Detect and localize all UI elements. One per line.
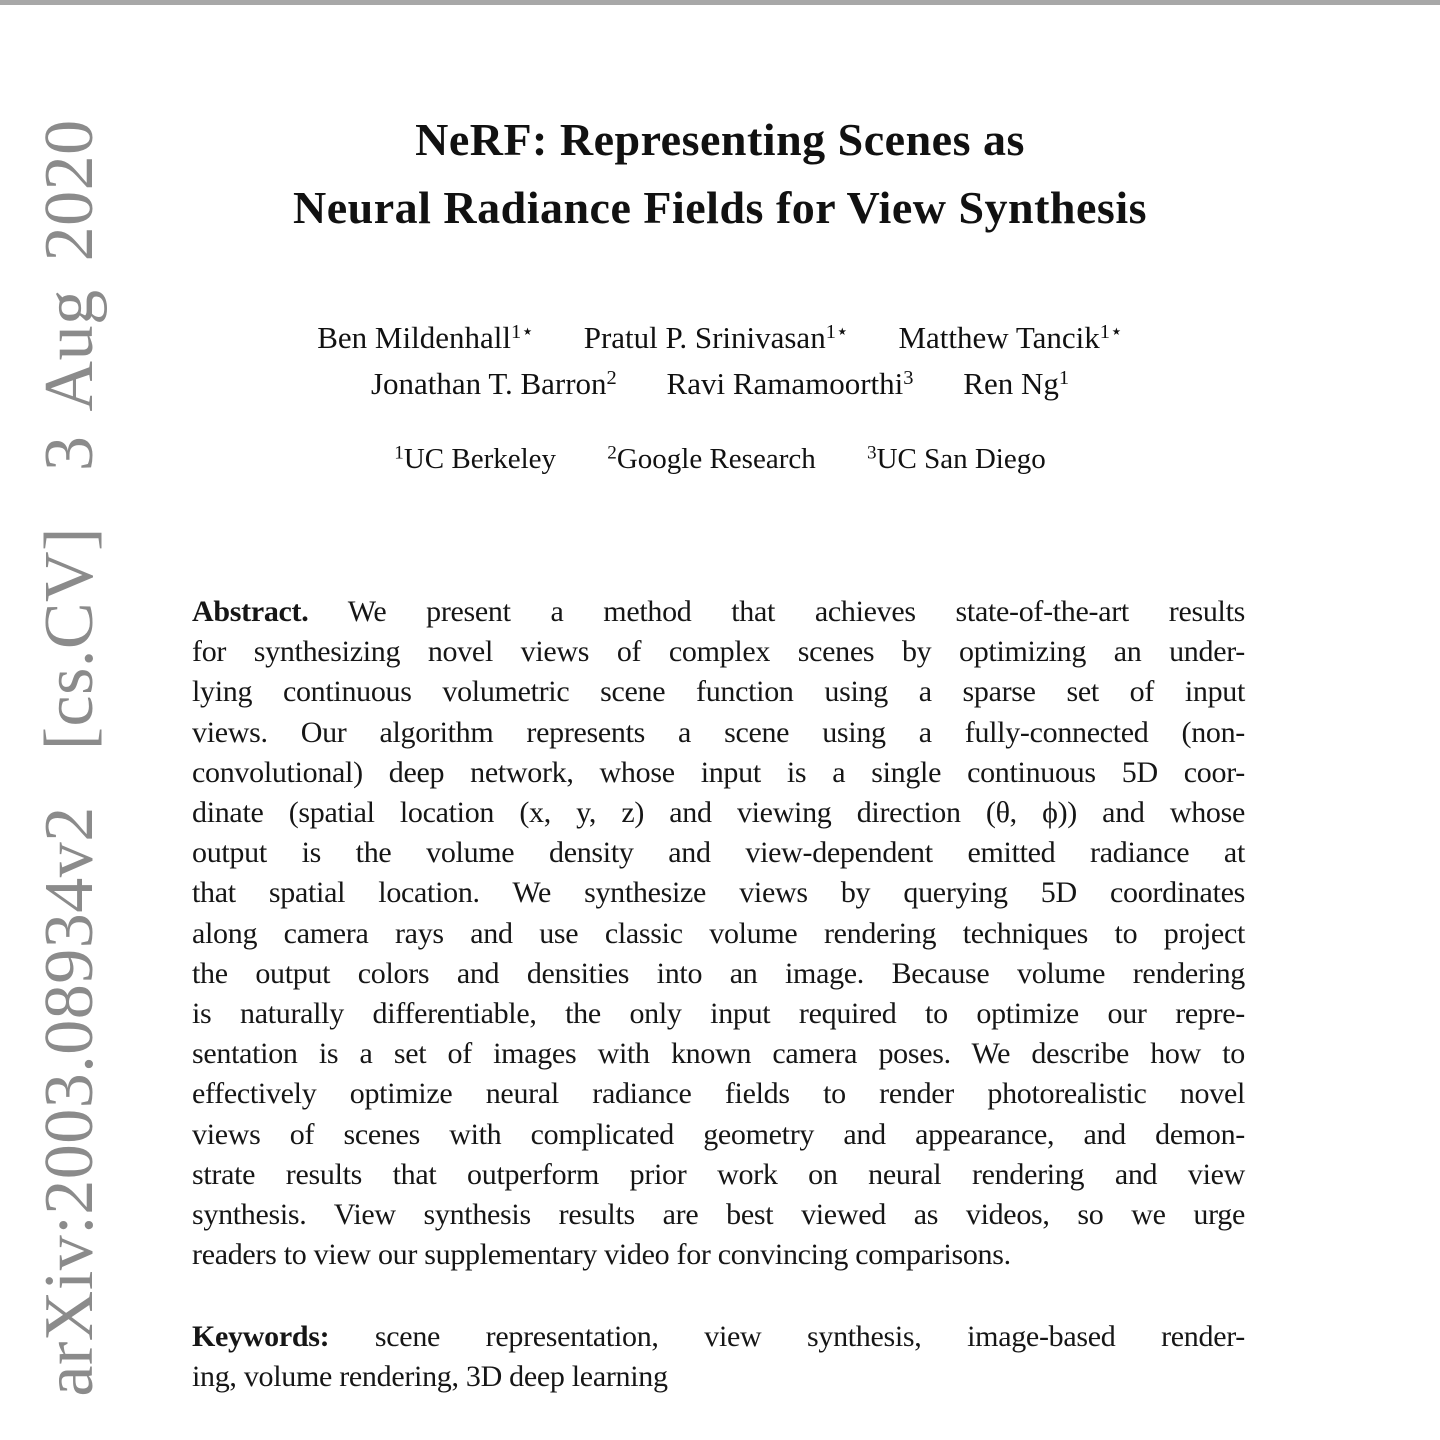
abstract-line: effectively optimize neural radiance fields to render photorealistic novel bbox=[192, 1077, 1245, 1111]
arxiv-watermark bbox=[24, 108, 116, 1408]
authors-row-2 bbox=[0, 366, 1440, 402]
author-name: Pratul P. Srinivasan bbox=[583, 320, 826, 355]
arxiv-watermark-text: arXiv:2003.08934v2 [cs.CV] 3 Aug 2020 bbox=[31, 119, 108, 1397]
paper-title-line-2: Neural Radiance Fields for View Synthesis bbox=[292, 182, 1148, 233]
abstract-line: synthesis. View synthesis results are best viewed as videos, so we urge bbox=[192, 1198, 1245, 1232]
author-name: Matthew Tancik bbox=[898, 320, 1100, 355]
affiliations-row bbox=[0, 443, 1440, 476]
abstract-line: dinate (spatial location (x, y, z) and viewing direction (θ, ϕ)) and whose bbox=[192, 796, 1245, 830]
author-ben-mildenhall bbox=[317, 320, 534, 355]
keywords-text: scene representation, view synthesis, image-based render- bbox=[374, 1320, 1245, 1353]
abstract-line: along camera rays and use classic volume rendering techniques to project bbox=[192, 916, 1245, 950]
author-affiliation-marker: 2 bbox=[606, 366, 617, 389]
affiliation-uc-berkeley bbox=[394, 443, 556, 475]
keywords-section bbox=[192, 1317, 1245, 1397]
keywords-line bbox=[192, 1317, 1245, 1357]
abstract-line: strate results that outperform prior work on neural rendering and view bbox=[192, 1157, 1245, 1191]
affiliation-uc-san-diego bbox=[867, 443, 1046, 475]
author-name: Jonathan T. Barron bbox=[370, 366, 607, 401]
abstract-text: We present a method that achieves state-of-the-art results bbox=[347, 595, 1245, 628]
affiliation-marker: 3 bbox=[867, 442, 877, 464]
author-jonathan-barron bbox=[371, 366, 617, 401]
abstract-line: views. Our algorithm represents a scene using a fully-connected (non- bbox=[192, 715, 1245, 749]
author-affiliation-marker: 3 bbox=[903, 366, 914, 389]
author-affiliation-marker: 1 bbox=[1058, 366, 1070, 389]
abstract-line bbox=[192, 592, 1245, 632]
author-affiliation-marker: 1⋆ bbox=[825, 320, 849, 343]
abstract-line: output is the volume density and view-dependent emitted radiance at bbox=[192, 836, 1245, 870]
abstract-line: the output colors and densities into an image. Because volume rendering bbox=[192, 956, 1245, 990]
author-name: Ravi Ramamoorthi bbox=[666, 366, 904, 401]
authors-row-1 bbox=[0, 320, 1440, 356]
affiliation-google-research bbox=[607, 443, 815, 475]
affiliation-marker: 1 bbox=[394, 442, 404, 464]
affiliation-name: UC Berkeley bbox=[403, 443, 557, 475]
keywords-line: ing, volume rendering, 3D deep learning bbox=[192, 1360, 668, 1394]
author-name: Ben Mildenhall bbox=[317, 320, 511, 355]
abstract-line: readers to view our supplementary video for convincing comparisons. bbox=[192, 1238, 1011, 1272]
abstract-line: views of scenes with complicated geometry and appearance, and demon- bbox=[192, 1117, 1245, 1151]
author-affiliation-marker: 1⋆ bbox=[1099, 320, 1123, 343]
affiliation-name: UC San Diego bbox=[876, 443, 1046, 475]
top-edge-bar bbox=[0, 0, 1440, 5]
author-pratul-srinivasan bbox=[584, 320, 849, 355]
paper-title bbox=[0, 106, 1440, 242]
affiliation-name: Google Research bbox=[616, 443, 816, 475]
abstract-section bbox=[192, 592, 1245, 1275]
author-matthew-tancik bbox=[898, 320, 1122, 355]
author-name: Ren Ng bbox=[963, 366, 1059, 401]
abstract-line: for synthesizing novel views of complex scenes by optimizing an under- bbox=[192, 635, 1245, 669]
keywords-label: Keywords: bbox=[192, 1320, 330, 1353]
paper-title-line-1: NeRF: Representing Scenes as bbox=[415, 114, 1025, 165]
abstract-line: sentation is a set of images with known camera poses. We describe how to bbox=[192, 1037, 1245, 1071]
author-ravi-ramamoorthi bbox=[667, 366, 914, 401]
abstract-line: convolutional) deep network, whose input is a single continuous 5D coor- bbox=[192, 755, 1245, 789]
abstract-line: lying continuous volumetric scene function using a sparse set of input bbox=[192, 675, 1245, 709]
author-affiliation-marker: 1⋆ bbox=[510, 320, 534, 343]
abstract-line: is naturally differentiable, the only input required to optimize our repre- bbox=[192, 997, 1245, 1031]
affiliation-marker: 2 bbox=[607, 442, 617, 464]
abstract-line: that spatial location. We synthesize views by querying 5D coordinates bbox=[192, 876, 1245, 910]
abstract-label: Abstract. bbox=[192, 595, 309, 628]
author-ren-ng bbox=[963, 366, 1069, 401]
